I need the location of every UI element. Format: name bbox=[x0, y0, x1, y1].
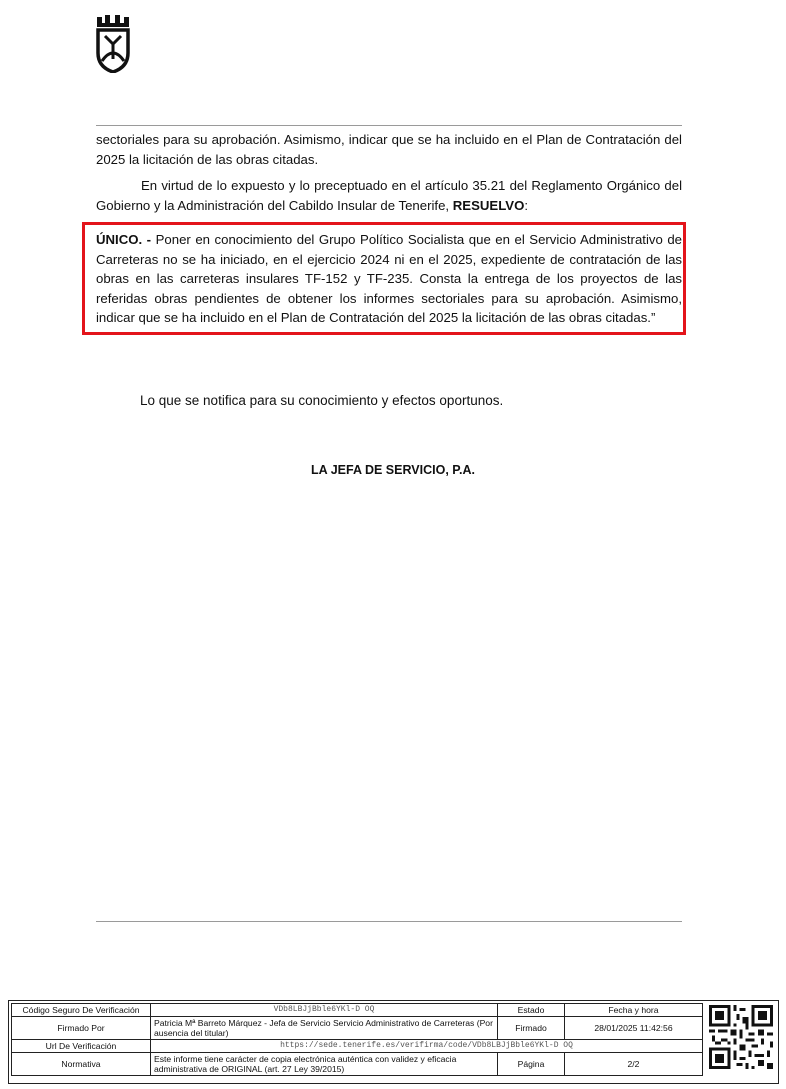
pagina-value: 2/2 bbox=[565, 1053, 703, 1076]
resolution-intro-text: En virtud de lo expuesto y lo preceptuado en el artículo 35.21 del Reglamento Orgánico del Gobierno y la Administración del Cabildo Insular de Tenerife, bbox=[96, 178, 682, 213]
resolution-text: Poner en conocimiento del Grupo Político Socialista que en el Servicio Administrativo de Carreteras no se ha iniciado, en el ejercicio 2024 ni en el 2025, expediente de contratación de las obras en las carreteras insulares TF-152 y TF-235. Consta la entrega de los proyectos de las referidas obras pendientes de obtener los informes sectoriales para su aprobación. Asimismo, indicar que se ha incluido en el Plan de Contratación del 2025 la licitación de las obras citadas.” bbox=[96, 232, 682, 325]
firmado-label: Firmado Por bbox=[12, 1017, 151, 1040]
table-row bbox=[12, 1004, 703, 1017]
resuelvo-label: RESUELVO bbox=[452, 197, 525, 213]
cabildo-tenerife-crest-icon bbox=[94, 15, 132, 73]
code-value: VDb8LBJjBble6YKl-D OQ bbox=[151, 1004, 498, 1017]
estado-value: Firmado bbox=[498, 1017, 565, 1040]
verification-footer bbox=[8, 1000, 779, 1084]
normativa-value: Este informe tiene carácter de copia electrónica auténtica con validez y eficacia administrativa de ORIGINAL (art. 27 Ley 39/2015) bbox=[151, 1053, 498, 1076]
table-row bbox=[12, 1053, 703, 1076]
estado-label: Estado bbox=[498, 1004, 565, 1017]
resolution-label: ÚNICO. - bbox=[96, 232, 152, 247]
resolution-intro-colon: : bbox=[524, 197, 529, 213]
resolution-paragraph bbox=[96, 230, 682, 328]
normativa-label: Normativa bbox=[12, 1053, 151, 1076]
code-label: Código Seguro De Verificación bbox=[12, 1004, 151, 1017]
url-label: Url De Verificación bbox=[12, 1040, 151, 1053]
verification-table bbox=[11, 1003, 703, 1076]
header-divider bbox=[96, 125, 682, 126]
paragraph-resolution-intro bbox=[96, 176, 682, 215]
pagina-label: Página bbox=[498, 1053, 565, 1076]
signer-title: LA JEFA DE SERVICIO, P.A. bbox=[311, 463, 475, 477]
firmado-value: Patricia Mª Barreto Márquez - Jefa de Servicio Servicio Administrativo de Carreteras (Por ausencia del titular) bbox=[151, 1017, 498, 1040]
fecha-label: Fecha y hora bbox=[565, 1004, 703, 1017]
table-row bbox=[12, 1017, 703, 1040]
footer-divider bbox=[96, 921, 682, 922]
qr-code-icon bbox=[709, 1005, 773, 1069]
url-value[interactable]: https://sede.tenerife.es/verifirma/code/VDb8LBJjBble6YKl-D OQ bbox=[151, 1040, 703, 1053]
fecha-value: 28/01/2025 11:42:56 bbox=[565, 1017, 703, 1040]
paragraph-continuation: sectoriales para su aprobación. Asimismo, indicar que se ha incluido en el Plan de Contratación del 2025 la licitación de las obras citadas. bbox=[96, 132, 682, 167]
notification-text: Lo que se notifica para su conocimiento y efectos oportunos. bbox=[140, 393, 504, 408]
table-row bbox=[12, 1040, 703, 1053]
